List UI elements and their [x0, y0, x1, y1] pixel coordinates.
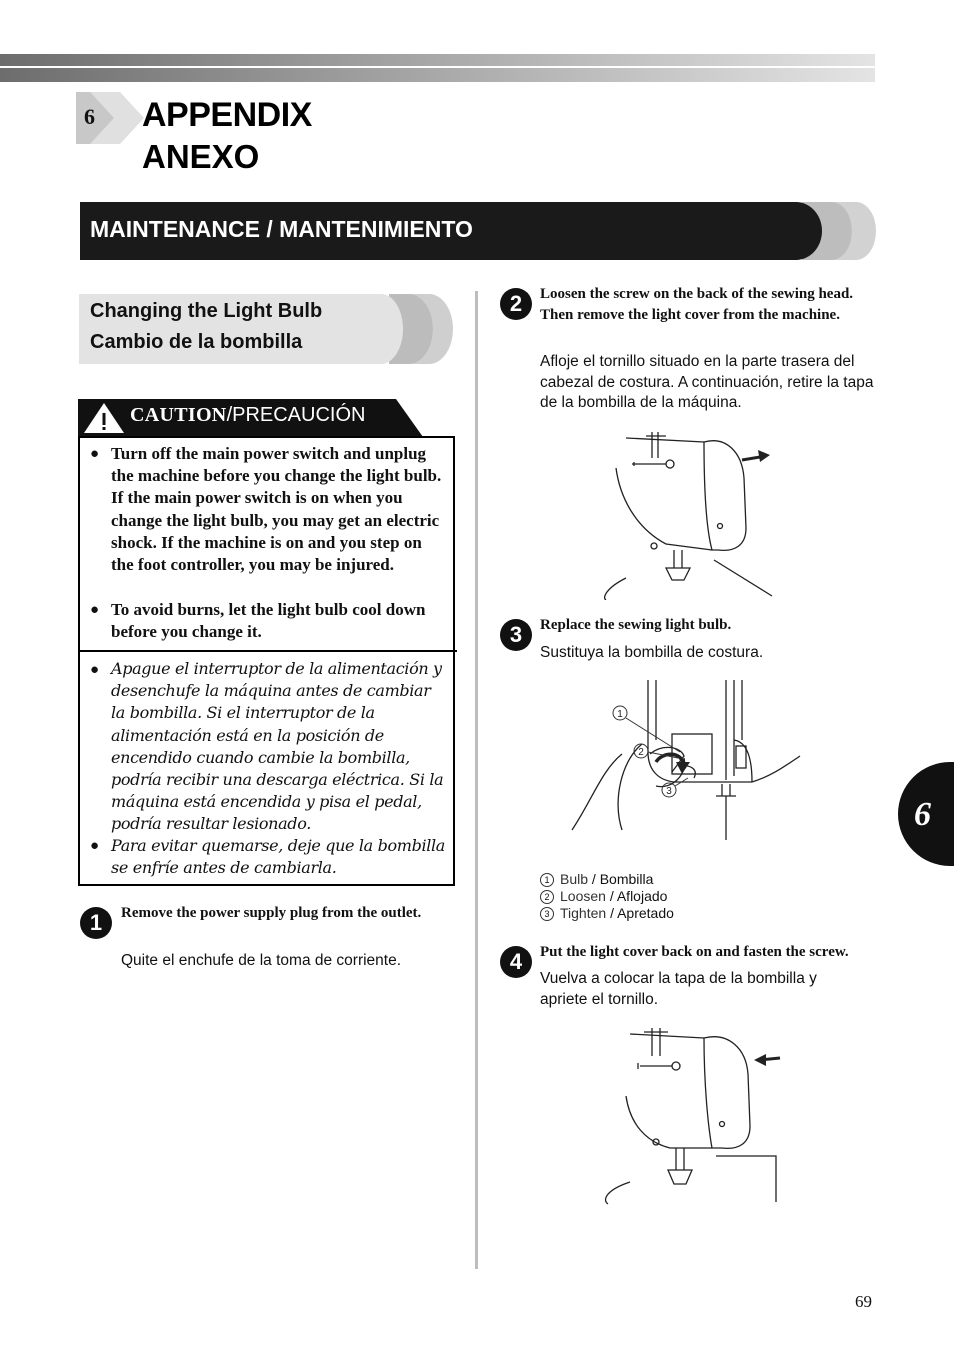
- replace-bulb-illustration: [562, 680, 802, 846]
- step-3-text-en: Replace the sewing light bulb.: [540, 617, 732, 633]
- step-2-text-en: Loosen the screw on the back of the sewing head. Then remove the light cover from the machine.: [540, 286, 854, 323]
- header-gradient-bar: [0, 54, 875, 82]
- caution-divider: [78, 650, 457, 652]
- callout-3: 3: [666, 786, 672, 797]
- caution-item-en-2: To avoid burns, let the light bulb cool down before you change it.: [111, 600, 426, 642]
- step-number-2: 2: [500, 288, 532, 320]
- bullet-icon: ●: [90, 601, 100, 618]
- caution-item-es-2: Para evitar quemarse, deje que la bombilla se enfríe antes de cambiarla.: [111, 836, 445, 878]
- attach-light-cover-illustration: [600, 1024, 784, 1206]
- step-3-text-es: Sustituya la bombilla de costura.: [540, 644, 764, 661]
- legend-row-1: 1 Bulb / Bombilla: [540, 871, 653, 887]
- callout-2: 2: [638, 747, 644, 758]
- step-number-3: 3: [500, 619, 532, 651]
- page-title-es: ANEXO: [142, 138, 260, 175]
- bullet-icon: ●: [90, 445, 100, 462]
- column-divider: [475, 291, 478, 1269]
- step-number-1: 1: [80, 907, 112, 939]
- step-4-text-en: Put the light cover back on and fasten the screw.: [540, 944, 849, 960]
- callout-1: 1: [617, 709, 623, 720]
- step-4-text-es: Vuelva a colocar la tapa de la bombilla y apriete el tornillo.: [540, 970, 817, 1008]
- step-2-text-es: Afloje el tornillo situado en la parte trasera del cabezal de costura. A continuación, retire la tapa de la bombilla de la máquina.: [540, 353, 874, 411]
- legend-row-3: 3 Tighten / Apretado: [540, 905, 674, 921]
- bullet-icon: ●: [90, 837, 100, 854]
- caution-item-es-1: Apague el interruptor de la alimentación y desenchufe la máquina antes de cambiar la bombilla. Si el interruptor de la alimentación está en la posición de encendido cuando cambie la bombilla, podría recibir una descarga eléctrica. Si la máquina está encendida y pisa el pedal, podría resultar lesionado.: [111, 659, 444, 834]
- step-1-text-es: Quite el enchufe de la toma de corriente.: [121, 952, 402, 969]
- subsection-title-en: Changing the Light Bulb: [90, 300, 323, 322]
- side-tab-number: 6: [914, 796, 931, 833]
- page-number: 69: [855, 1292, 872, 1311]
- remove-light-cover-illustration: [596, 428, 776, 600]
- caution-label: CAUTION/PRECAUCIÓN: [130, 404, 366, 426]
- page-title-en: APPENDIX: [142, 96, 312, 134]
- step-1-text-en: Remove the power supply plug from the outlet.: [121, 905, 422, 921]
- section-title: MAINTENANCE / MANTENIMIENTO: [90, 216, 473, 242]
- bullet-icon: ●: [90, 661, 100, 678]
- step-number-4: 4: [500, 946, 532, 978]
- chapter-number: 6: [84, 104, 95, 129]
- legend-row-2: 2 Loosen / Aflojado: [540, 888, 667, 904]
- caution-item-en-1: Turn off the main power switch and unplug the machine before you change the light bulb. If the main power switch is on when you change the light bulb, you may get an electric shock. If the machine is on and you step on the foot controller, you may be injured.: [111, 444, 442, 575]
- subsection-title-es: Cambio de la bombilla: [90, 331, 303, 353]
